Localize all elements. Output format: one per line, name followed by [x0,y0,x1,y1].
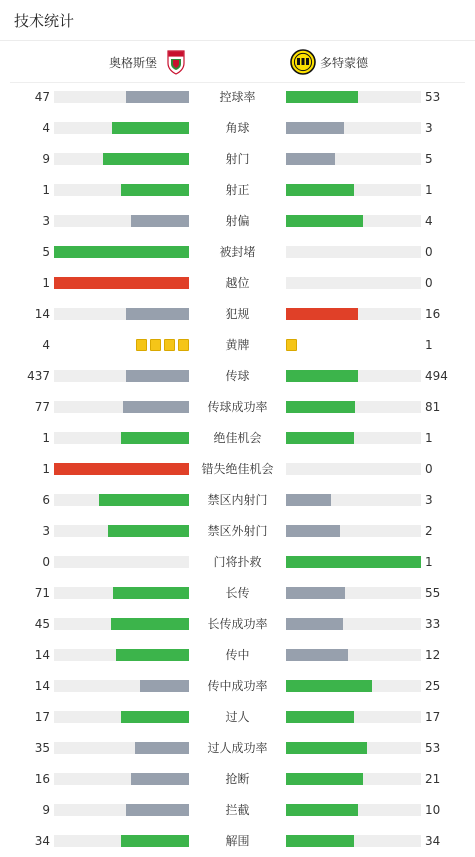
stat-row [0,362,475,390]
home-bar-track [54,773,189,785]
away-bar-track [286,525,421,537]
home-value: 9 [42,152,50,166]
away-bar-fill [286,804,358,816]
away-bar-fill [286,587,345,599]
stat-label: 错失绝佳机会 [201,462,274,476]
away-bar-track [286,308,421,320]
home-bar-track [54,742,189,754]
stat-row [0,765,475,793]
stat-row [0,486,475,514]
stat-row [0,548,475,576]
home-bar-track [54,804,189,816]
home-bar-fill [135,742,189,754]
home-bar-fill [99,494,189,506]
home-bar-fill [103,153,189,165]
home-value: 14 [34,679,50,693]
stat-row [0,672,475,700]
stat-label: 角球 [225,121,250,135]
home-bar-fill [126,804,189,816]
stat-label: 长传成功率 [207,617,268,631]
home-bar-fill [113,587,189,599]
home-value: 14 [34,307,50,321]
home-bar-track [54,153,189,165]
away-bar-track [286,649,421,661]
home-value: 1 [42,462,50,476]
stat-row [0,393,475,421]
stat-row [0,238,475,266]
away-bar-track [286,556,421,568]
home-bar-track [54,215,189,227]
away-bar-track [286,91,421,103]
stat-row [0,703,475,731]
away-bar-fill [286,215,363,227]
home-bar-fill [54,246,189,258]
stat-label: 禁区外射门 [207,524,268,538]
away-value: 81 [425,400,441,414]
stat-label: 黄牌 [225,338,250,352]
away-bar-fill [286,525,340,537]
home-bar-track [54,649,189,661]
away-value: 0 [425,462,433,476]
page-header [0,0,475,41]
home-bar-fill [123,401,189,413]
home-bar-track [54,587,189,599]
stat-label: 射门 [225,152,250,166]
home-bar-track [54,463,189,475]
home-bar-fill [126,91,189,103]
home-bar-track [54,308,189,320]
away-bar-track [286,215,421,227]
away-value: 2 [425,524,433,538]
page-title: 技术统计 [14,12,75,30]
away-bar-track [286,680,421,692]
away-bar-track [286,432,421,444]
stat-row [0,641,475,669]
stat-row [0,734,475,762]
stat-label: 被封堵 [219,245,256,259]
stat-label: 传球 [225,369,250,383]
yellow-card-icon [164,339,175,351]
away-bar-track [286,711,421,723]
away-yellow-cards [286,339,297,351]
away-bar-track [286,246,421,258]
home-bar-fill [111,618,189,630]
home-value: 14 [34,648,50,662]
home-value: 45 [34,617,50,631]
away-value: 21 [425,772,441,786]
away-bar-track [286,463,421,475]
home-bar-track [54,370,189,382]
home-value: 16 [34,772,50,786]
stat-row [0,207,475,235]
away-value: 494 [425,369,448,383]
stat-row [0,796,475,824]
stat-label: 射偏 [225,214,250,228]
augsburg-crest-icon [163,49,189,75]
away-bar-fill [286,184,354,196]
away-bar-fill [286,432,354,444]
away-bar-fill [286,122,344,134]
away-bar-track [286,184,421,196]
home-value: 1 [42,276,50,290]
away-bar-fill [286,649,348,661]
home-value: 6 [42,493,50,507]
yellow-card-icon [178,339,189,351]
away-bar-track [286,835,421,847]
away-value: 53 [425,90,441,104]
stat-row [0,517,475,545]
away-value: 10 [425,803,441,817]
stat-row [0,145,475,173]
away-value: 53 [425,741,441,755]
home-value: 47 [34,90,50,104]
home-value: 71 [34,586,50,600]
home-bar-track [54,277,189,289]
away-bar-fill [286,401,355,413]
away-bar-track [286,618,421,630]
away-value: 33 [425,617,441,631]
away-bar-track [286,742,421,754]
away-bar-track [286,153,421,165]
stat-label: 传中 [225,648,250,662]
home-bar-fill [131,773,189,785]
stat-label: 控球率 [219,90,256,104]
stat-label: 禁区内射门 [207,493,268,507]
away-bar-fill [286,742,367,754]
home-value: 4 [42,121,50,135]
away-bar-fill [286,618,343,630]
home-bar-fill [112,122,189,134]
away-value: 1 [425,183,433,197]
away-value: 17 [425,710,441,724]
away-bar-fill [286,370,358,382]
away-bar-track [286,804,421,816]
home-value: 1 [42,183,50,197]
home-bar-fill [116,649,189,661]
stat-label: 传球成功率 [207,400,268,414]
home-bar-track [54,680,189,692]
away-bar-fill [286,773,363,785]
away-bar-fill [286,494,331,506]
home-bar-track [54,556,189,568]
home-yellow-cards [136,339,189,351]
home-value: 4 [42,338,50,352]
away-bar-fill [286,835,354,847]
stat-label: 过人 [225,710,250,724]
stat-row [0,610,475,638]
stat-label: 犯规 [225,307,250,321]
home-team-name: 奥格斯堡 [108,55,157,70]
stat-label: 越位 [225,276,250,290]
home-bar-track [54,835,189,847]
away-bar-fill [286,711,354,723]
yellow-card-icon [286,339,297,351]
away-team-name: 多特蒙德 [320,55,369,70]
away-value: 34 [425,834,441,848]
yellow-card-icon [136,339,147,351]
stat-row [0,424,475,452]
stat-label: 门将扑救 [213,555,262,569]
home-bar-track [54,618,189,630]
away-bar-fill [286,308,358,320]
away-bar-track [286,494,421,506]
home-bar-track [54,246,189,258]
home-bar-track [54,494,189,506]
home-bar-track [54,401,189,413]
stat-label: 绝佳机会 [213,431,262,445]
away-bar-fill [286,91,358,103]
stat-row [0,176,475,204]
home-value: 0 [42,555,50,569]
home-team[interactable] [109,49,189,75]
away-value: 55 [425,586,441,600]
away-value: 3 [425,121,433,135]
home-value: 34 [34,834,50,848]
home-value: 437 [27,369,50,383]
home-bar-fill [108,525,189,537]
home-value: 17 [34,710,50,724]
home-bar-fill [140,680,189,692]
away-value: 12 [425,648,441,662]
stat-label: 过人成功率 [207,741,268,755]
away-value: 0 [425,245,433,259]
away-team[interactable] [290,49,368,75]
home-bar-track [54,432,189,444]
home-bar-fill [121,184,189,196]
home-value: 9 [42,803,50,817]
home-bar-fill [121,432,189,444]
home-value: 77 [34,400,50,414]
home-bar-fill [54,277,189,289]
away-bar-fill [286,556,421,568]
home-value: 35 [34,741,50,755]
home-value: 1 [42,431,50,445]
stat-label: 传中成功率 [207,679,268,693]
home-bar-track [54,184,189,196]
stat-row [0,827,475,855]
stat-row [0,455,475,483]
stat-label: 抢断 [225,772,250,786]
stat-label: 长传 [225,586,250,600]
stat-label: 拦截 [225,803,250,817]
stat-row [0,83,475,111]
away-bar-track [286,773,421,785]
home-value: 5 [42,245,50,259]
away-bar-fill [286,680,372,692]
stat-row [0,114,475,142]
dortmund-crest-icon [290,49,316,75]
away-value: 25 [425,679,441,693]
home-bar-fill [121,835,189,847]
home-bar-track [54,122,189,134]
stat-row [0,269,475,297]
away-value: 16 [425,307,441,321]
home-bar-track [54,711,189,723]
home-bar-fill [54,463,189,475]
stat-row [0,331,475,359]
stat-row [0,579,475,607]
stat-row [0,300,475,328]
away-bar-track [286,370,421,382]
home-value: 3 [42,214,50,228]
away-value: 1 [425,338,433,352]
yellow-card-icon [150,339,161,351]
away-value: 1 [425,555,433,569]
stat-label: 解围 [225,834,250,848]
away-bar-fill [286,153,335,165]
away-value: 0 [425,276,433,290]
home-bar-fill [126,308,189,320]
teams-header [0,41,475,83]
away-bar-track [286,401,421,413]
stat-label: 射正 [225,183,250,197]
home-bar-fill [131,215,189,227]
home-bar-track [54,525,189,537]
away-value: 1 [425,431,433,445]
away-value: 4 [425,214,433,228]
away-bar-track [286,587,421,599]
away-bar-track [286,122,421,134]
away-bar-track [286,277,421,289]
home-bar-track [54,91,189,103]
away-value: 5 [425,152,433,166]
home-value: 3 [42,524,50,538]
home-bar-fill [126,370,189,382]
home-bar-fill [121,711,189,723]
away-value: 3 [425,493,433,507]
